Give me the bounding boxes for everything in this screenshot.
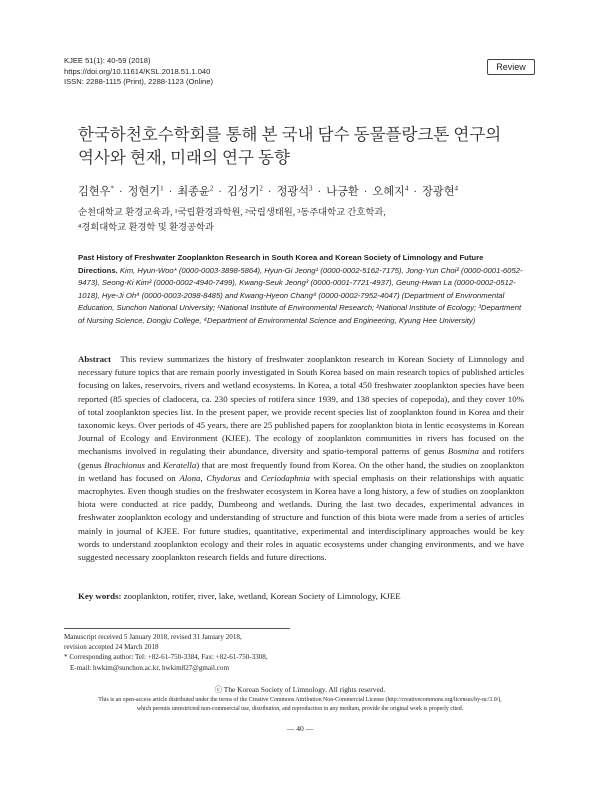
english-citation-block: [78, 252, 524, 328]
author-affiliation-mark: *: [110, 184, 114, 193]
journal-citation: KJEE 51(1): 40-59 (2018): [64, 56, 151, 65]
license-line-1: This is an open-access article distributed under the terms of the Creative Commons Attribution Non-Commercial License (http://creativecommons.org/licenses/by-nc/3.0/),: [98, 697, 502, 703]
genus-name: Ceriodaphnia: [260, 472, 310, 483]
footnote-divider: [64, 628, 290, 629]
abstract-text-1: This review summarizes the history of freshwater zooplankton research in Korean Society of Limnology and necessary future topics that are remain poorly investigated in South Korea based on main research topics of published articles focusing on lakes, reservoirs, rivers and wetland ecosystems. In Korea, a total 450 freshwater zooplankton species have been reported (85 species of cladocera, ca. 230 species of rotifera since 1939, and 138 species of copepoda), and they cover 10% of total zooplankton species list. In the present paper, we provide recent species list of zooplankton found in Korea and their taxonomic keys. Over periods of 45 years, there are 25 published papers for zooplankton biota in lentic ecosystems in Korean Journal of Ecology and Environment (KJEE). The ecology of zooplankton communities in rivers has focused on the mechanisms involved in regulating their abundance, diversity and spatio-temporal patterns of genus: [78, 354, 524, 457]
keywords-text: zooplankton, rotifer, river, lake, wetland, Korean Society of Limnology, KJEE: [123, 591, 401, 601]
abstract-text-7: with special emphasis on their relationships with aquatic macrophytes. Even though studies on the freshwater ecosystem in Korea have a long history, a few of studies on zooplankton biota were conducted at rice paddy, Dumbeong and wetlands. During the last two decades, experimental advances in freshwater zooplankton ecology and understanding of structure and function of this biota were made from a series of articles mainly in journal of KJEE. For future studies, quantitative, experimental and interdisciplinary approaches would be key words to understand zooplankton ecology and their roles in aquatic ecosystems under changing environments, and we have suggested necessary zooplankton research fields and future directions.: [78, 472, 524, 563]
korean-title-line-1: 한국하천호수학회를 통해 본 국내 담수 동물플랑크톤 연구의: [78, 125, 502, 144]
english-title: Past History of Freshwater Zooplankton Research in South Korea and Korean Society of Limnology and Future Directions.: [78, 253, 484, 275]
license-line-2: which permits unrestricted non-commercial use, distribution, and reproduction in any medium, provide the original work is properly cited.: [136, 705, 464, 712]
author-name: 김현우: [78, 186, 111, 198]
author-name: 최종윤: [177, 186, 210, 198]
korean-affiliation-line-1: 순천대학교 환경교육과, ¹국립환경과학원, ²국립생태원, ³동주대학교 간호학과,: [78, 208, 386, 218]
license-notice: [40, 696, 560, 714]
genus-name: Brachionus: [104, 459, 145, 470]
korean-affiliations: [78, 206, 518, 236]
author-name: 정현기: [127, 186, 161, 198]
page-number: — 40 —: [286, 724, 314, 733]
english-authors: Kim, Hyun-Woo* (0000-0003-3898-5864), Hyun-Gi Jeong¹ (0000-0002-5162-7175), Jong-Yun Choi² (0000-0001-6052-9473), Seong-Ki Kim² (0000-0002-4940-7499), Kwang-Seuk Jeong³ (0000-0001-7721-4937), Geung-Hwan La (0000-0002-0512-1018), Hye-Ji Oh⁴ (0000-0003-2098-8485) and Kwang-Hyeon Chang⁴ (0000-0002-7952-4047): [78, 265, 523, 300]
abstract-text-2: and rotifers (genus: [78, 446, 525, 470]
genus-name: Alona: [179, 472, 201, 483]
abstract: [78, 353, 524, 564]
copyright-notice: ⓒ The Korean Society of Limnology. All rights reserved.: [214, 685, 386, 694]
issn: ISSN: 2288-1115 (Print), 2288-1123 (Online): [64, 77, 214, 87]
korean-title: [78, 123, 538, 169]
author-separator: ·: [363, 186, 368, 198]
abstract-text-6: and: [240, 472, 261, 483]
revision-accepted: revision accepted 24 March 2018: [64, 643, 159, 652]
abstract-text-5: ,: [200, 472, 207, 483]
author-affiliation-mark: 2: [259, 184, 263, 193]
author-separator: ·: [168, 186, 173, 198]
abstract-label: Abstract: [78, 354, 111, 364]
author-separator: ·: [413, 186, 418, 198]
korean-title-line-2: 역사와 현재, 미래의 연구 동향: [78, 148, 290, 167]
abstract-text-3: and: [144, 459, 163, 470]
korean-affiliation-line-2: ⁴경희대학교 환경학 및 환경공학과: [78, 223, 214, 233]
footnotes: [64, 632, 268, 673]
manuscript-received: Manuscript received 5 January 2018, revised 31 January 2018,: [64, 633, 242, 641]
author-name: 오혜지: [372, 186, 405, 198]
author-affiliation-mark: 4: [454, 184, 459, 193]
author-name: 장광현: [422, 186, 455, 198]
author-name: 정광석: [276, 186, 310, 198]
corresponding-author: * Corresponding author: Tel: +82-61-750-3384, Fax: +82-61-750-3308,: [64, 653, 268, 662]
genus-name: Keratella: [162, 459, 197, 470]
author-separator: ·: [118, 186, 123, 198]
genus-name: Chydorus: [206, 472, 241, 483]
journal-info: [64, 56, 213, 88]
author-affiliation-mark: 1: [160, 184, 164, 193]
author-affiliation-mark: 4: [404, 184, 409, 193]
author-name: 나긍환: [326, 186, 359, 198]
genus-name: Bosmina: [447, 446, 479, 457]
abstract-text-4: ) that are most frequently found from Korea. On the other hand, the studies on zooplankton in wetland has focused on: [78, 459, 525, 483]
author-separator: ·: [267, 186, 272, 198]
author-name: 김성기: [226, 186, 260, 198]
author-affiliation-mark: 2: [209, 184, 214, 193]
corresponding-email[interactable]: E-mail: hwkim@sunchon.ac.kr, hwkim827@gmail.com: [70, 663, 229, 672]
korean-author-list: [78, 183, 458, 199]
author-affiliation-mark: 3: [309, 184, 313, 193]
author-separator: ·: [218, 186, 222, 198]
keywords: [78, 590, 524, 603]
author-separator: ·: [317, 186, 322, 198]
english-affiliations: (Department of Environmental Education, Sunchon National University; ¹National Institute of Environmental Research; ²National Institute of Ecology; ³Department of Nursing Science, Dongju College, ⁴Department of Environmental Science and Engineering, Kyung Hee University): [78, 290, 522, 325]
keywords-label: Key words:: [78, 591, 122, 601]
doi-link[interactable]: https://doi.org/10.11614/KSL.2018.51.1.040: [64, 66, 211, 76]
article-type-badge: Review: [487, 59, 535, 75]
